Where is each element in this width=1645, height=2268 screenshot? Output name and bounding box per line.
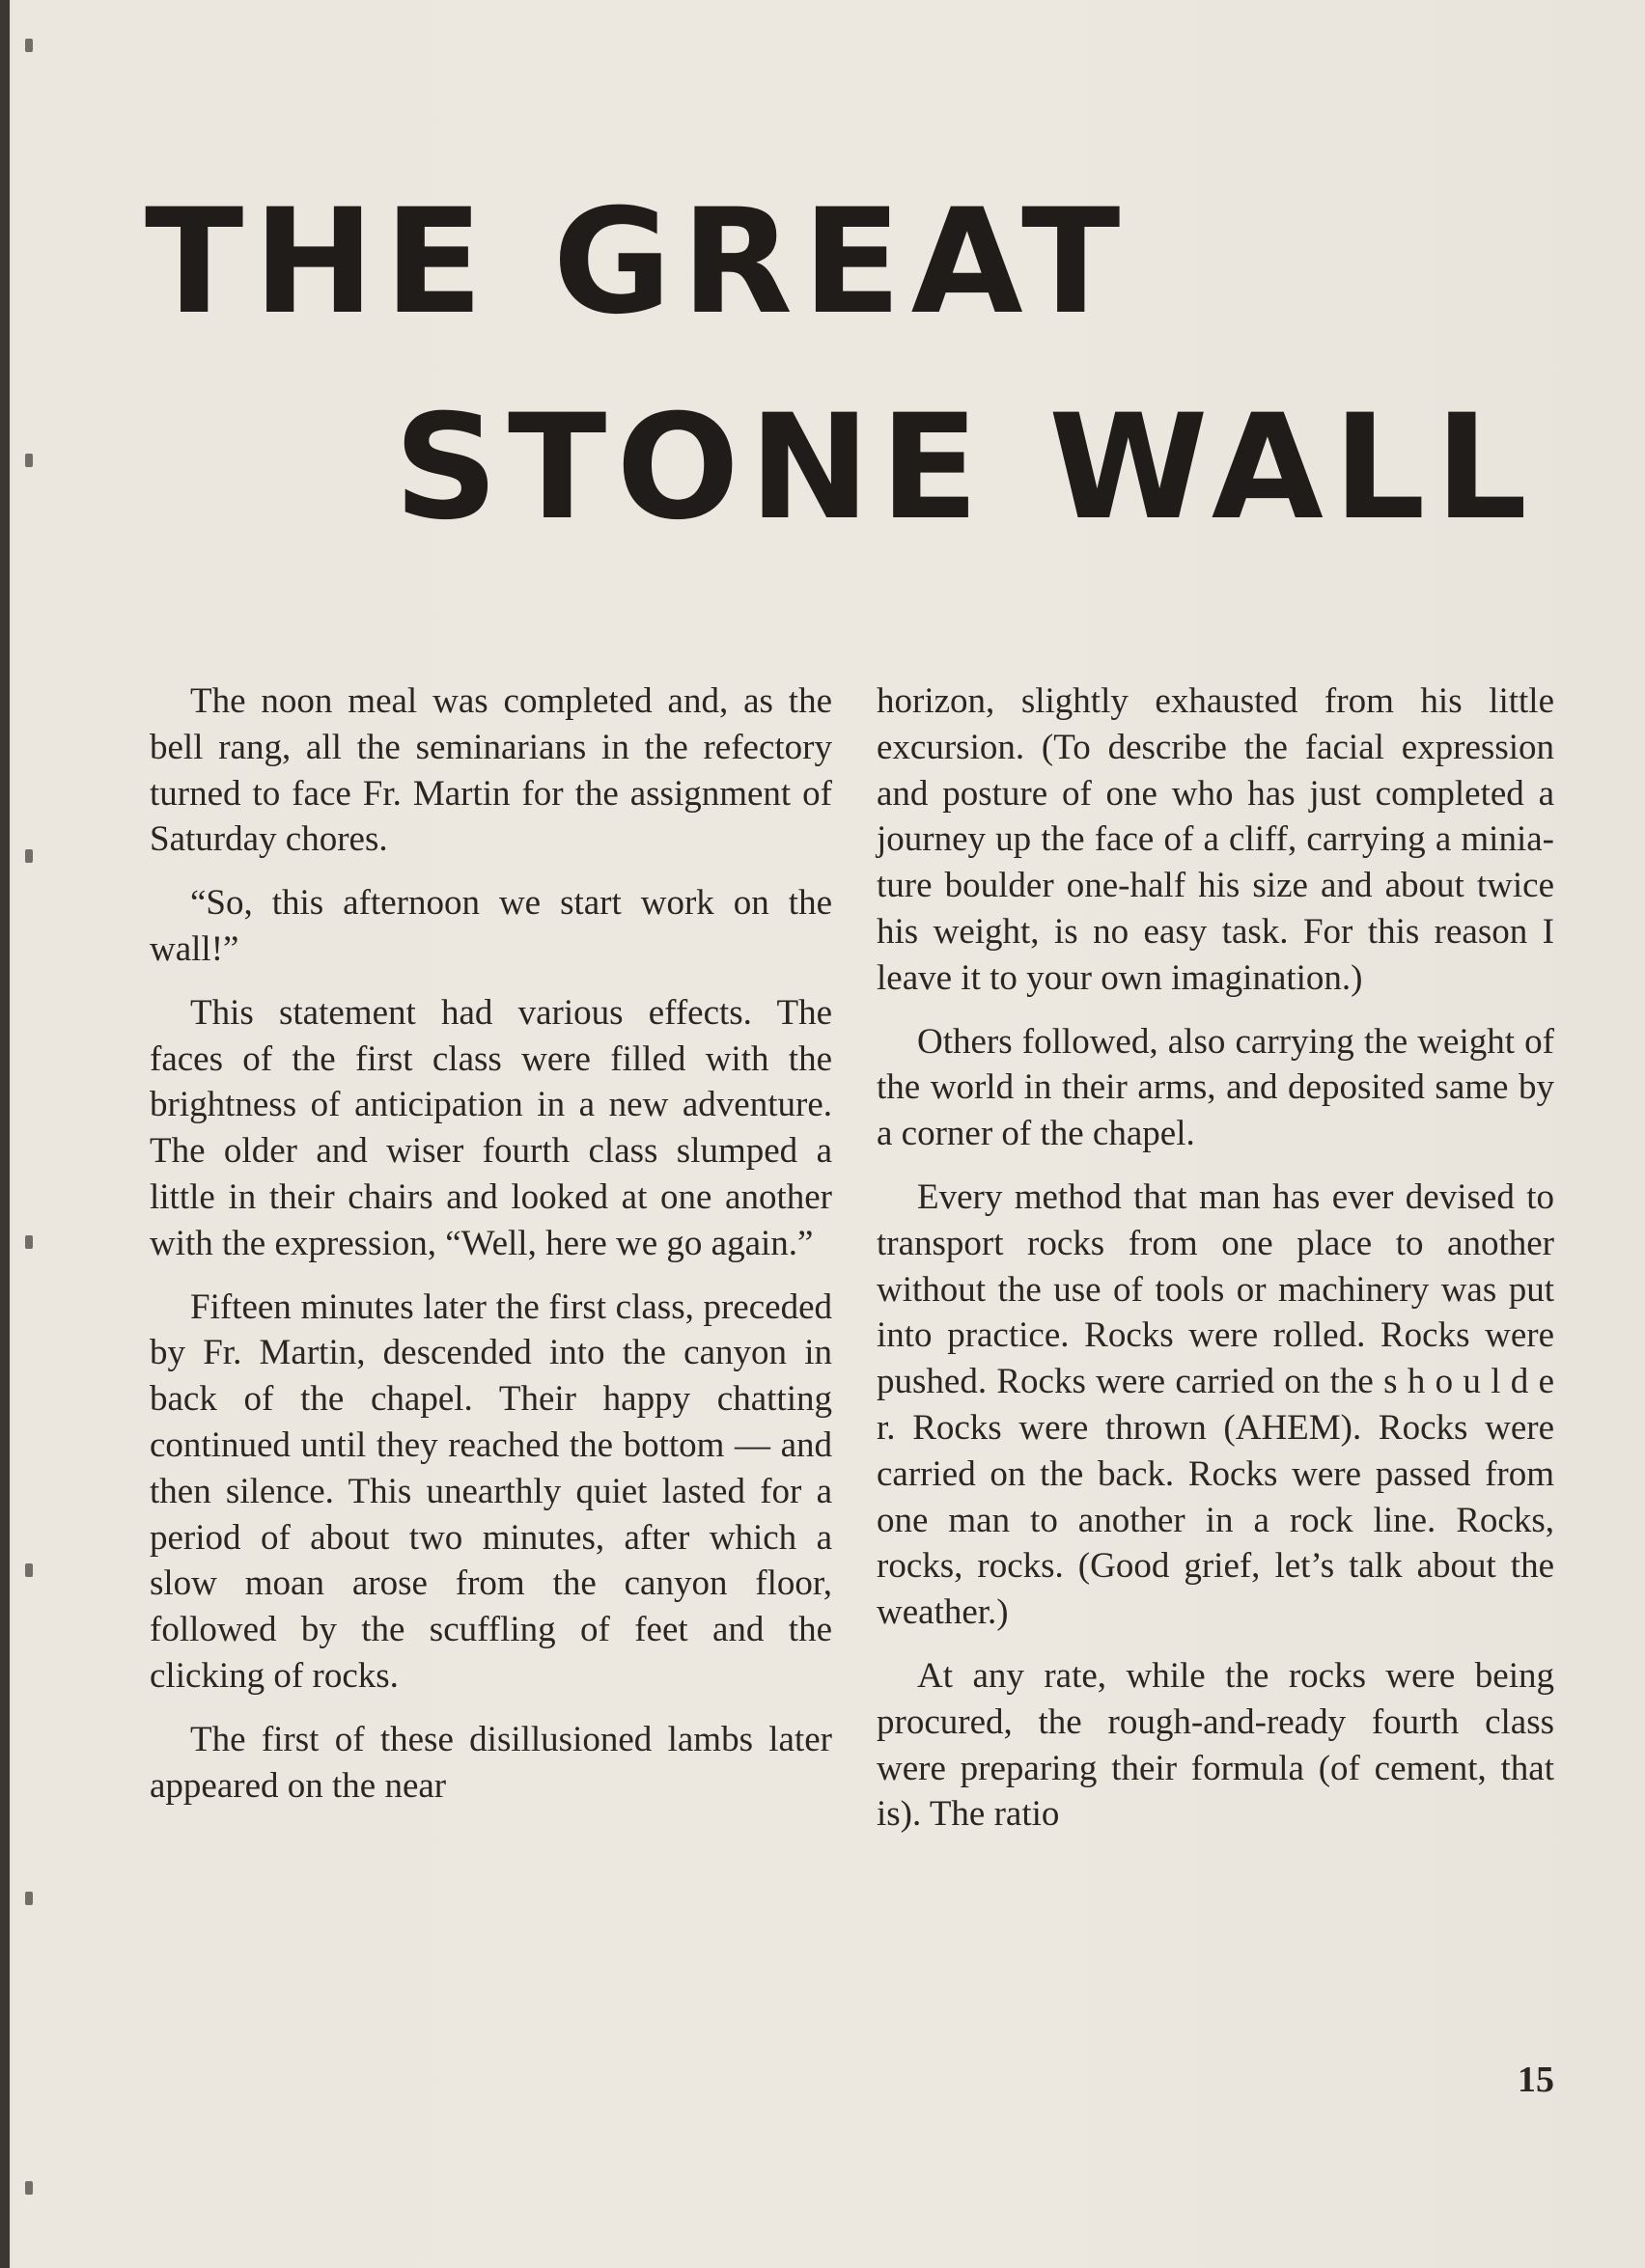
- left-column: [150, 678, 832, 1826]
- paragraph: Every method that man has ever devised to transport rocks from one place to another without the use of tools or machinery was put into practice. Rocks were rolled. Rocks were pushed. Rocks were carried on the s h o u l d e r. Rocks were thrown (AHEM). Rocks were carried on the back. Rocks were passed from one man to another in a rock line. Rocks, rocks, rocks. (Good grief, let’s talk about the weather.): [877, 1176, 1554, 1633]
- binding-edge: [0, 0, 10, 2268]
- article-title-line-1: THE GREAT: [145, 179, 1130, 346]
- paragraph: The noon meal was completed and, as the bell rang, all the seminarians in the refectory turned to face Fr. Martin for the assignment of Saturday chores.: [150, 681, 832, 860]
- paragraph: The first of these disillusioned lambs later appeared on the near: [150, 1719, 832, 1806]
- right-column: [877, 678, 1554, 1855]
- binding-hole: [25, 1563, 33, 1577]
- binding-hole: [25, 1892, 33, 1905]
- paragraph: “So, this afternoon we start work on the wall!”: [150, 883, 832, 969]
- paragraph: Fifteen minutes later the first class, preceded by Fr. Martin, descended into the canyon in back of the chapel. Their happy chatting continued until they reached the bottom — and then silence. This unearthly quiet lasted for a period of about two minutes, after which a slow moan arose from the canyon floor, followed by the scuffling of feet and the clicking of rocks.: [150, 1286, 832, 1696]
- binding-hole: [25, 1235, 33, 1249]
- paragraph: At any rate, while the rocks were being procured, the rough-and-ready fourth class were preparing their formula (of cement, that is). The ratio: [877, 1655, 1554, 1835]
- binding-hole: [25, 849, 33, 863]
- page-number: 15: [1518, 2060, 1554, 2100]
- binding-hole: [25, 2181, 33, 2195]
- article-title-line-2: STONE WALL: [394, 384, 1538, 552]
- paragraph: This statement had various effects. The faces of the first class were filled with the brightness of anticipation in a new adventure. The older and wiser fourth class slumped a little in their chairs and looked at one another with the expression, “Well, here we go again.”: [150, 992, 832, 1263]
- binding-hole: [25, 454, 33, 467]
- paragraph-continued: horizon, slightly exhausted from his little excursion. (To describe the facial expression and posture of one who has just completed a journey up the face of a cliff, carrying a miniature boulder one-half his size and about twice his weight, is no easy task. For this reason I leave it to your own imagination.): [877, 681, 1554, 998]
- binding-hole: [25, 39, 33, 52]
- paragraph: Others followed, also carrying the weight of the world in their arms, and deposited same by a corner of the chapel.: [877, 1021, 1554, 1154]
